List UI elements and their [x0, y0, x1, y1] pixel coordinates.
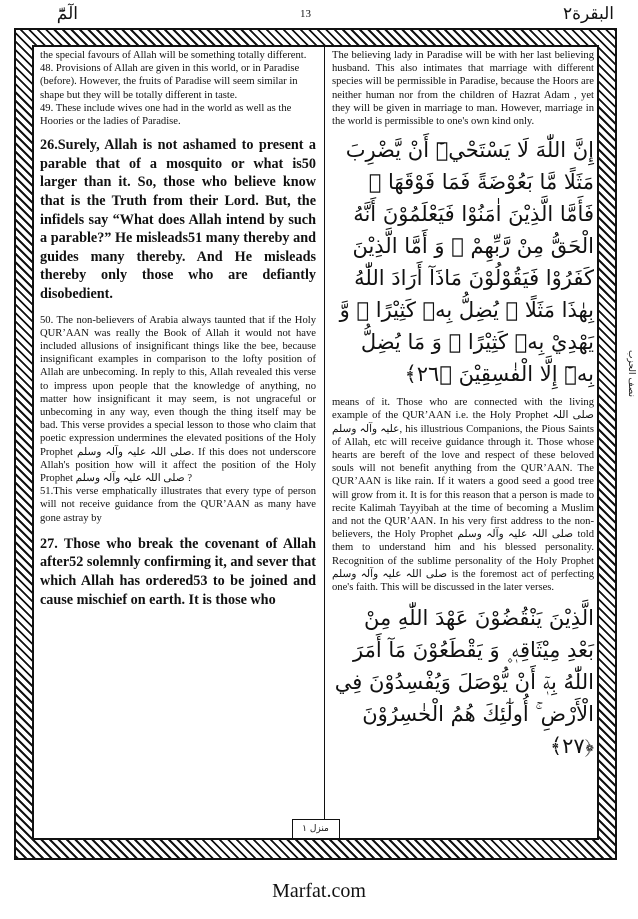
page-number: 13: [300, 8, 311, 20]
side-marker: نصف الحزب: [626, 350, 636, 397]
juz-name: الٓمّٓ: [56, 4, 78, 23]
right-column: [332, 49, 594, 762]
verse-26-translation: 26.Surely, Allah is not ashamed to present a parable that of a mosquito or what is50 larger than it. So, those who believe know that is the Truth from their Lord. But, the infidels say “What does Allah intend by such a parable?” He misleads51 many thereby and guides many thereby. And He misleads thereby only those who are defiantly disobedient.: [40, 137, 316, 302]
page-header: [0, 2, 638, 26]
note-48: 48. Provisions of Allah are given in this world, or in Paradise (before). However, the fruits of Paradise will seem similar in shape but they will be totally different in taste.: [40, 63, 300, 101]
note-47-continued: the special favours of Allah will be something totally different.: [40, 50, 307, 61]
note-51: 51.This verse emphatically illustrates that every type of person will not receive guidance from the QUR’AAN as many have gone astray by: [40, 486, 316, 524]
surah-name-left: البقرة٢: [562, 4, 614, 23]
note-49-continued: The believing lady in Paradise will be with her last believing husband. This also intimates that marriage with different species will be permissible in Paradise, because the Hoors are neither human nor from the children of Hazrat Adam , yet they will be given in marriage to man. However, marriage in the world is permissible to one's own kind only.: [332, 50, 594, 128]
arabic-verse-26: إِنَّ اللّٰهَ لَا يَسْتَحْيٖٓ أَنْ يَّضْرِبَ مَثَلًا مَّا بَعُوْضَةً فَمَا فَوْقَهَا ۚ فَأَمَّا الَّذِيْنَ اٰمَنُوْا فَيَعْلَمُوْنَ أَنَّهُ الْحَقُّ مِنْ رَّبِّهِمْ ۚ وَ أَمَّا الَّذِيْنَ كَفَرُوْا فَيَقُوْلُوْنَ مَاذَآ أَرَادَ اللّٰهُ بِهٰذَا مَثَلًا ۘ يُضِلُّ بِهٖ كَثِيْرًا ۙ وَّ يَهْدِيْ بِهٖ كَثِيْرًا ۚ وَ مَا يُضِلُّ بِهٖٓ إِلَّا الْفٰسِقِيْنَ ﴿٢٦﴾: [339, 138, 594, 387]
left-column: [40, 49, 316, 609]
decorative-border: [14, 28, 617, 860]
page-body: [32, 45, 599, 840]
footer-watermark: Marfat.com: [272, 880, 366, 902]
note-49: 49. These include wives one had in the world as well as the Hoories or the ladies of Paradise.: [40, 102, 292, 128]
manzil-label: منزل ١: [292, 819, 340, 839]
note-51-continued: means of it. Those who are connected with the living example of the QUR’AAN i.e. the Holy Prophet صلی اللہ علیہ وآلہ وسلم, his illustrious Companions, the Pious Saints of Allah, etc will receive guidance through it. Those whose hearts are bereft of the love and respect of these beloved souls will not benefit anything from the QUR’AAN. The QUR’AAN is like rain. If it waters a good seed a good tree will grow from it. It is for this reason that a person is made to recite Kalimah Tayyibah at the time of becoming a Muslim and not the QUR’AAN. In his very first address to the non-believers, the Holy Prophet صلی اللہ علیہ وآلہ وسلم told them to understand him and his blessed personality. Recognition of the sublime personality of the Holy Prophet صلی اللہ علیہ وآلہ وسلم is the foremost act of perfecting one's faith. This will be discussed in the later verses.: [332, 397, 594, 594]
arabic-verse-27: الَّذِيْنَ يَنْقُضُوْنَ عَهْدَ اللّٰهِ مِنْ بَعْدِ مِيْثَاقِهٖ ۪ وَ يَقْطَعُوْنَ مَآ أَمَرَ اللّٰهُ بِهٖٓ أَنْ يُّوْصَلَ وَيُفْسِدُوْنَ فِي الْأَرْضِ ۚ أُولٰٓئِكَ هُمُ الْخٰسِرُوْنَ ﴿٢٧﴾: [334, 606, 594, 759]
column-divider: [324, 47, 325, 838]
note-50: 50. The non-believers of Arabia always taunted that if the Holy QUR’AAN was really the Book of Allah it would not have included allusions of insignificant things like the bee, because insignificant examples in comparison to the lofty position of Allah are unbecoming. In reply to this, Allah revealed this verse to impress upon people that the knowledge of anything, no matter how insignificant it may seem, is not ungraceful or unbecoming in any way, even though the thing itself may be bad. This verse provides a special lesson to those who claim that poetic expression undermines the elevated positions of the Holy Prophet صلی اللہ علیہ وآلہ وسلم. If this does not underscore Allah's position how will it affect the position of the Holy Prophet صلی اللہ علیہ وآلہ وسلم ?: [40, 314, 316, 484]
verse-27-translation: 27. Those who break the covenant of Allah after52 solemnly confirming it, and sever that which Allah has ordered53 to be joined and cause mischief on earth. It is those who: [40, 535, 316, 608]
